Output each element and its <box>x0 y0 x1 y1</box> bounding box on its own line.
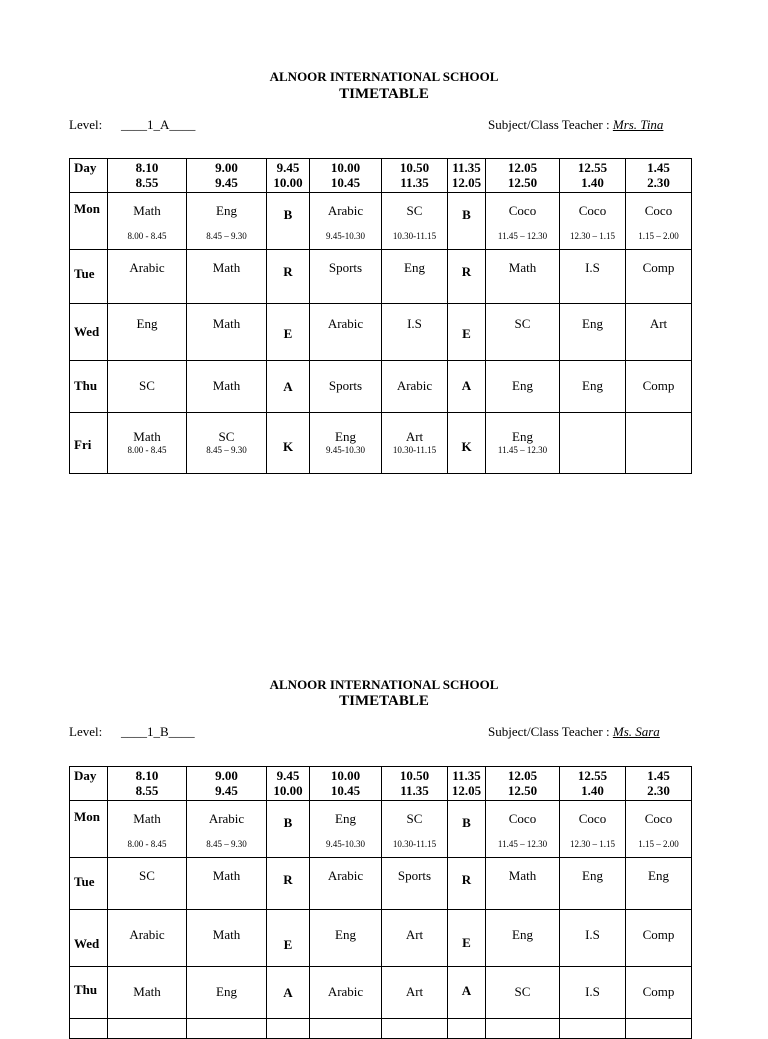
period-start: 12.05 <box>507 160 538 175</box>
header-period <box>267 159 310 193</box>
lesson-cell <box>560 801 626 858</box>
period-end: 10.45 <box>330 783 361 798</box>
table-cell <box>108 1019 187 1039</box>
lesson-cell <box>626 801 692 858</box>
header-period <box>448 159 486 193</box>
table-row <box>70 801 692 858</box>
subject: Math <box>133 429 161 444</box>
lesson-time: 8.45 – 9.30 <box>206 445 247 455</box>
lesson-cell <box>382 858 448 910</box>
break-cell <box>267 413 310 474</box>
day-label: Wed <box>70 304 108 361</box>
lesson-cell <box>187 250 267 304</box>
lesson-cell <box>626 193 692 250</box>
period-end: 2.30 <box>647 783 670 798</box>
break-cell <box>448 801 486 858</box>
subject: Comp <box>642 984 675 999</box>
table-row <box>70 304 692 361</box>
header-period <box>382 767 448 801</box>
lesson-time: 8.00 - 8.45 <box>127 445 167 455</box>
break-letter: B <box>283 207 293 222</box>
period-start: 10.00 <box>330 160 361 175</box>
header-period <box>382 159 448 193</box>
subject: Eng <box>648 868 669 883</box>
subject: Eng <box>136 316 158 331</box>
period-end: 1.40 <box>581 783 604 798</box>
period-start: 8.10 <box>135 768 159 783</box>
period-start: 9.45 <box>276 160 300 175</box>
subject: Comp <box>642 260 675 275</box>
header-day: Day <box>70 159 108 193</box>
break-letter: E <box>462 326 471 341</box>
break-letter: A <box>283 379 293 394</box>
period-end: 12.05 <box>451 175 482 190</box>
subject: Arabic <box>327 868 364 883</box>
lesson-time: 8.00 - 8.45 <box>127 231 167 241</box>
break-letter: R <box>461 872 472 887</box>
subject: Arabic <box>129 260 165 275</box>
lesson-cell <box>187 967 267 1019</box>
subject: SC <box>406 203 423 218</box>
school-name: ALNOOR INTERNATIONAL SCHOOL <box>269 69 499 84</box>
subject: Coco <box>578 811 607 826</box>
period-start: 10.00 <box>330 768 361 783</box>
break-cell <box>267 304 310 361</box>
day-label: Tue <box>70 858 108 910</box>
break-letter: R <box>461 264 472 279</box>
break-cell <box>448 304 486 361</box>
table-cell <box>267 1019 310 1039</box>
break-letter: E <box>462 935 471 950</box>
header-period <box>626 767 692 801</box>
period-end: 1.40 <box>581 175 604 190</box>
lesson-time: 11.45 – 12.30 <box>497 445 548 455</box>
lesson-cell <box>108 250 187 304</box>
lesson-cell <box>626 304 692 361</box>
lesson-cell <box>382 967 448 1019</box>
lesson-cell <box>310 967 382 1019</box>
period-start: 12.55 <box>577 768 608 783</box>
lesson-cell <box>560 361 626 413</box>
lesson-cell <box>187 361 267 413</box>
period-end: 8.55 <box>135 175 159 190</box>
lesson-cell <box>382 304 448 361</box>
period-end: 11.35 <box>400 783 429 798</box>
subject: Coco <box>508 203 537 218</box>
lesson-cell <box>310 858 382 910</box>
break-cell <box>448 413 486 474</box>
period-end: 10.45 <box>330 175 361 190</box>
day-label: Fri <box>70 413 108 474</box>
lesson-cell <box>560 910 626 967</box>
period-start: 11.35 <box>452 160 481 175</box>
subject: Comp <box>642 378 675 393</box>
subject: Eng <box>335 429 356 444</box>
subject: Math <box>212 927 241 942</box>
period-start: 11.35 <box>452 768 481 783</box>
lesson-cell <box>310 910 382 967</box>
lesson-time: 8.45 – 9.30 <box>206 839 247 849</box>
table-cell <box>560 1019 626 1039</box>
lesson-cell <box>486 304 560 361</box>
table-row <box>70 361 692 413</box>
subject: Arabic <box>396 378 433 393</box>
lesson-cell <box>108 361 187 413</box>
subject: Eng <box>335 811 356 826</box>
level-label: Level: <box>69 724 103 739</box>
period-start: 9.00 <box>215 160 238 175</box>
table-cell <box>187 1019 267 1039</box>
lesson-cell <box>626 413 692 474</box>
subject: SC <box>139 868 155 883</box>
lesson-cell <box>310 193 382 250</box>
period-start: 1.45 <box>647 768 670 783</box>
level-value: ____1_A____ <box>121 117 196 132</box>
lesson-cell <box>486 910 560 967</box>
table-row <box>70 250 692 304</box>
subject: Art <box>405 429 424 444</box>
subject: Art <box>649 316 668 331</box>
table-cell <box>626 1019 692 1039</box>
header-period <box>267 767 310 801</box>
break-letter: B <box>283 815 293 830</box>
lesson-cell <box>310 801 382 858</box>
subject: Coco <box>644 811 673 826</box>
subject: Arabic <box>327 203 364 218</box>
period-start: 10.50 <box>399 160 430 175</box>
lesson-cell <box>310 304 382 361</box>
subject: I.S <box>585 984 600 999</box>
lesson-cell <box>310 413 382 474</box>
lesson-cell <box>560 304 626 361</box>
table-row <box>70 967 692 1019</box>
period-end: 12.05 <box>451 783 482 798</box>
period-end: 9.45 <box>215 783 238 798</box>
lesson-time: 9.45-10.30 <box>326 839 365 849</box>
period-end: 12.50 <box>507 175 538 190</box>
lesson-cell <box>486 361 560 413</box>
header-period <box>310 767 382 801</box>
subject: Math <box>133 984 161 999</box>
table-cell <box>70 1019 108 1039</box>
lesson-cell <box>108 801 187 858</box>
lesson-cell <box>486 858 560 910</box>
table-cell <box>486 1019 560 1039</box>
lesson-cell <box>486 967 560 1019</box>
teacher-name: Mrs. Tina <box>612 117 664 132</box>
day-label: Wed <box>70 910 108 967</box>
break-cell <box>267 193 310 250</box>
period-end: 10.00 <box>273 783 303 798</box>
subject: Eng <box>512 378 533 393</box>
day-label: Mon <box>70 193 108 250</box>
header-period <box>486 767 560 801</box>
lesson-cell <box>310 250 382 304</box>
subject: I.S <box>585 927 600 942</box>
teacher-name: Ms. Sara <box>612 724 660 739</box>
subject: Art <box>405 984 424 999</box>
lesson-time: 8.45 – 9.30 <box>206 231 247 241</box>
break-cell <box>267 967 310 1019</box>
break-cell <box>448 967 486 1019</box>
period-end: 12.50 <box>507 783 538 798</box>
class-teacher <box>488 117 663 133</box>
period-start: 9.45 <box>276 768 300 783</box>
day-label: Tue <box>70 250 108 304</box>
break-letter: B <box>462 207 471 222</box>
subject: Math <box>212 868 241 883</box>
day-label: Thu <box>70 361 108 413</box>
level-label: Level: <box>69 117 103 132</box>
lesson-cell <box>108 910 187 967</box>
header-period <box>108 159 187 193</box>
lesson-cell <box>626 910 692 967</box>
lesson-cell <box>382 361 448 413</box>
school-name: ALNOOR INTERNATIONAL SCHOOL <box>269 677 499 692</box>
lesson-cell <box>187 858 267 910</box>
lesson-time: 8.00 - 8.45 <box>127 839 167 849</box>
lesson-cell <box>486 250 560 304</box>
lesson-cell <box>108 967 187 1019</box>
period-end: 11.35 <box>400 175 429 190</box>
lesson-cell <box>486 193 560 250</box>
header-period <box>187 767 267 801</box>
lesson-cell <box>560 193 626 250</box>
subject: SC <box>406 811 423 826</box>
lesson-time: 11.45 – 12.30 <box>497 839 548 849</box>
header-period <box>560 159 626 193</box>
lesson-cell <box>560 413 626 474</box>
header-period <box>310 159 382 193</box>
class-teacher <box>488 724 660 740</box>
subject: I.S <box>585 260 600 275</box>
lesson-cell <box>187 193 267 250</box>
lesson-cell <box>108 413 187 474</box>
subject: Art <box>405 927 424 942</box>
lesson-cell <box>626 361 692 413</box>
header-period <box>187 159 267 193</box>
lesson-cell <box>560 967 626 1019</box>
break-cell <box>267 250 310 304</box>
break-cell <box>448 858 486 910</box>
subject: Math <box>508 260 537 275</box>
lesson-cell <box>108 858 187 910</box>
break-cell <box>267 801 310 858</box>
doc-title: TIMETABLE <box>339 86 429 102</box>
table-row <box>70 910 692 967</box>
subject: Eng <box>216 984 237 999</box>
lesson-time: 10.30-11.15 <box>392 445 437 455</box>
period-end: 8.55 <box>135 783 159 798</box>
teacher-label: Subject/Class Teacher : <box>488 724 610 739</box>
break-letter: K <box>461 439 472 454</box>
lesson-cell <box>626 858 692 910</box>
lesson-cell <box>560 250 626 304</box>
doc-title: TIMETABLE <box>339 693 429 709</box>
lesson-cell <box>626 967 692 1019</box>
lesson-cell <box>382 413 448 474</box>
lesson-cell <box>486 413 560 474</box>
subject: Eng <box>512 927 533 942</box>
table-cell <box>382 1019 448 1039</box>
break-letter: B <box>462 815 471 830</box>
break-letter: A <box>461 983 472 998</box>
subject: I.S <box>407 316 422 331</box>
break-cell <box>267 910 310 967</box>
subject: Eng <box>512 429 533 444</box>
subject: Eng <box>216 203 237 218</box>
subject: Coco <box>644 203 673 218</box>
subject: SC <box>514 984 531 999</box>
subject: Math <box>133 811 161 826</box>
break-cell <box>448 250 486 304</box>
subject: Comp <box>642 927 675 942</box>
lesson-time: 1.15 – 2.00 <box>638 231 679 241</box>
period-end: 9.45 <box>215 175 238 190</box>
subject: Arabic <box>327 316 364 331</box>
period-end: 10.00 <box>273 175 303 190</box>
timetable-grid <box>69 158 692 474</box>
break-cell <box>448 193 486 250</box>
period-start: 9.00 <box>215 768 238 783</box>
lesson-time: 9.45-10.30 <box>326 231 365 241</box>
timetable-grid <box>69 766 692 1039</box>
lesson-cell <box>626 250 692 304</box>
header-period <box>560 767 626 801</box>
subject: Arabic <box>327 984 364 999</box>
lesson-cell <box>382 250 448 304</box>
subject: Sports <box>397 868 432 883</box>
table-cell <box>310 1019 382 1039</box>
header-period <box>486 159 560 193</box>
lesson-cell <box>187 910 267 967</box>
lesson-time: 11.45 – 12.30 <box>497 231 548 241</box>
break-letter: R <box>283 264 293 279</box>
subject: Eng <box>335 927 356 942</box>
lesson-time: 1.15 – 2.00 <box>638 839 679 849</box>
lesson-time: 10.30-11.15 <box>392 839 437 849</box>
period-start: 8.10 <box>135 160 159 175</box>
day-label: Mon <box>70 801 108 858</box>
lesson-cell <box>187 304 267 361</box>
break-letter: E <box>283 326 293 341</box>
subject: Math <box>508 868 537 883</box>
subject: Sports <box>328 260 363 275</box>
subject: Eng <box>404 260 425 275</box>
lesson-cell <box>486 801 560 858</box>
lesson-time: 12.30 – 1.15 <box>570 839 615 849</box>
lesson-cell <box>382 801 448 858</box>
break-letter: A <box>283 985 293 1000</box>
header-period <box>626 159 692 193</box>
lesson-cell <box>382 193 448 250</box>
subject: Math <box>212 260 241 275</box>
break-letter: E <box>283 937 293 952</box>
lesson-cell <box>310 361 382 413</box>
subject: Math <box>212 378 241 393</box>
header-row <box>70 159 692 193</box>
table-cell <box>448 1019 486 1039</box>
subject: Sports <box>328 378 363 393</box>
lesson-cell <box>187 801 267 858</box>
lesson-cell <box>560 858 626 910</box>
subject: SC <box>514 316 531 331</box>
subject: Arabic <box>208 811 245 826</box>
subject: Coco <box>508 811 537 826</box>
lesson-time: 10.30-11.15 <box>392 231 437 241</box>
table-row <box>70 193 692 250</box>
lesson-cell <box>187 413 267 474</box>
subject: Arabic <box>129 927 165 942</box>
header-period <box>108 767 187 801</box>
break-letter: A <box>461 378 472 393</box>
subject: Math <box>212 316 241 331</box>
subject: Math <box>133 203 161 218</box>
period-end: 2.30 <box>647 175 670 190</box>
lesson-time: 12.30 – 1.15 <box>570 231 615 241</box>
table-row <box>70 1019 692 1039</box>
break-cell <box>267 361 310 413</box>
header-day: Day <box>70 767 108 801</box>
break-letter: K <box>282 439 294 454</box>
period-start: 1.45 <box>647 160 670 175</box>
lesson-time: 9.45-10.30 <box>326 445 365 455</box>
day-label: Thu <box>70 967 108 1019</box>
table-row <box>70 413 692 474</box>
break-letter: R <box>283 872 293 887</box>
table-row <box>70 858 692 910</box>
subject: SC <box>139 378 155 393</box>
break-cell <box>448 910 486 967</box>
period-start: 10.50 <box>399 768 430 783</box>
teacher-label: Subject/Class Teacher : <box>488 117 610 132</box>
period-start: 12.05 <box>507 768 538 783</box>
subject: SC <box>218 429 235 444</box>
subject: Coco <box>578 203 607 218</box>
break-cell <box>448 361 486 413</box>
header-period <box>448 767 486 801</box>
subject: Eng <box>582 378 603 393</box>
break-cell <box>267 858 310 910</box>
lesson-cell <box>108 193 187 250</box>
header-row <box>70 767 692 801</box>
period-start: 12.55 <box>577 160 608 175</box>
lesson-cell <box>108 304 187 361</box>
subject: Eng <box>582 868 603 883</box>
level-value: ____1_B____ <box>121 724 195 739</box>
subject: Eng <box>582 316 603 331</box>
lesson-cell <box>382 910 448 967</box>
